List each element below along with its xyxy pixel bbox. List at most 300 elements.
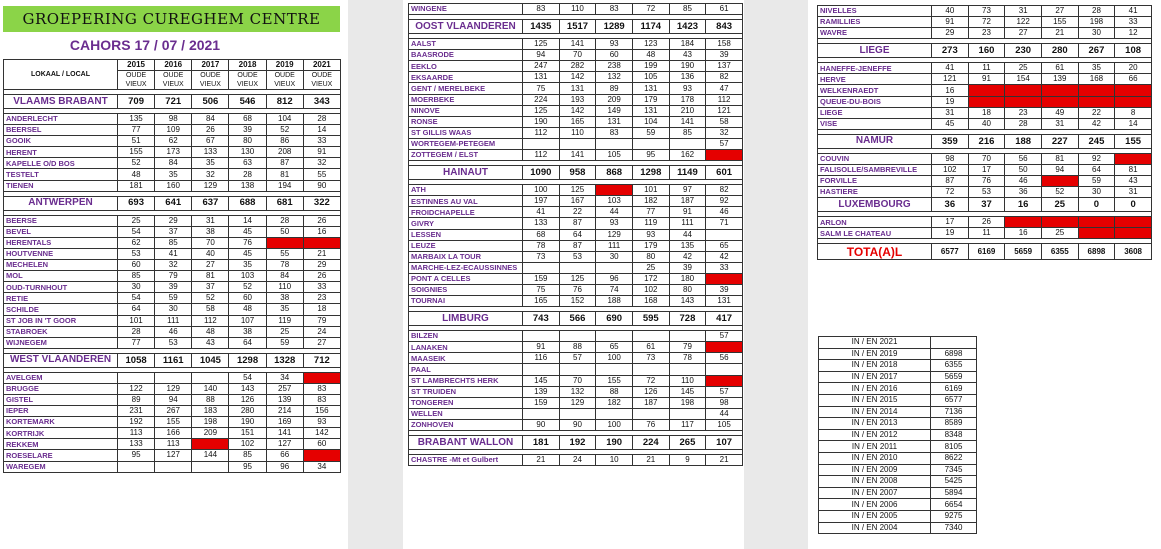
value-cell: 28 — [229, 169, 266, 180]
value-cell: 122 — [118, 383, 155, 394]
value-cell: 129 — [559, 397, 596, 408]
oude-vieux-label: OUDE VIEUX — [303, 71, 340, 90]
local-row — [409, 375, 743, 386]
value-cell: 958 — [559, 166, 596, 180]
value-cell: 95 — [632, 150, 669, 161]
value-cell: 108 — [1115, 44, 1152, 58]
value-cell: 64 — [118, 304, 155, 315]
province-row — [409, 436, 743, 450]
local-row — [4, 215, 341, 226]
no-data-cell — [1115, 85, 1152, 96]
value-cell: 25 — [266, 326, 303, 337]
value-cell: 95 — [229, 461, 266, 472]
value-cell: 67 — [192, 136, 229, 147]
value-cell: 10 — [596, 455, 633, 466]
local-name: PONT A CELLES — [409, 273, 523, 284]
value-cell: 133 — [523, 218, 560, 229]
oude-vieux-label: OUDE VIEUX — [155, 71, 192, 90]
value-cell: 62 — [118, 237, 155, 248]
local-row — [409, 196, 743, 207]
year-label: IN / EN 2021 — [819, 337, 931, 349]
value-cell: 65 — [596, 342, 633, 353]
value-cell: 37 — [192, 282, 229, 293]
value-cell: 78 — [266, 260, 303, 271]
value-cell: 54 — [229, 372, 266, 383]
value-cell: 93 — [669, 83, 706, 94]
province-row — [4, 196, 341, 210]
yearly-total-row — [819, 418, 977, 430]
value-cell: 1090 — [523, 166, 560, 180]
local-row — [409, 138, 743, 149]
value-cell: 74 — [596, 284, 633, 295]
value-cell: 83 — [303, 383, 340, 394]
value-cell: 122 — [1005, 17, 1042, 28]
no-data-cell — [1115, 217, 1152, 228]
value-cell: 111 — [155, 315, 192, 326]
value-cell: 125 — [523, 39, 560, 50]
local-name: KORTRIJK — [4, 428, 118, 439]
value-cell: 6577 — [932, 244, 969, 260]
local-row — [4, 260, 341, 271]
value-cell: 54 — [118, 293, 155, 304]
results-table — [3, 59, 341, 473]
value-cell: 58 — [192, 304, 229, 315]
value-cell: 273 — [932, 44, 969, 58]
value-cell: 81 — [266, 169, 303, 180]
local-name: HERENTALS — [4, 237, 118, 248]
value-cell: 135 — [669, 240, 706, 251]
no-data-cell — [1041, 85, 1078, 96]
local-name: HERENT — [4, 147, 118, 158]
value-cell: 77 — [118, 125, 155, 136]
value-cell: 66 — [1115, 74, 1152, 85]
value-cell: 42 — [669, 251, 706, 262]
value-cell: 28 — [118, 326, 155, 337]
value-cell: 38 — [266, 293, 303, 304]
year-label: IN / EN 2008 — [819, 476, 931, 488]
value-cell: 61 — [706, 4, 743, 15]
value-cell: 77 — [632, 207, 669, 218]
local-name: WAREGEM — [4, 461, 118, 472]
value-cell: 102 — [932, 164, 969, 175]
value-cell — [632, 364, 669, 375]
value-cell: 182 — [596, 397, 633, 408]
value-cell: 165 — [523, 296, 560, 307]
value-cell — [559, 408, 596, 419]
value-cell: 95 — [118, 450, 155, 461]
value-cell: 112 — [706, 94, 743, 105]
value-cell — [596, 408, 633, 419]
value-cell: 33 — [1115, 17, 1152, 28]
value-cell: 45 — [932, 118, 969, 129]
yearly-total-row — [819, 394, 977, 406]
local-name: TESTELT — [4, 169, 118, 180]
value-cell: 160 — [155, 180, 192, 191]
value-cell: 105 — [596, 150, 633, 161]
local-name: WAVRE — [818, 28, 932, 39]
value-cell: 79 — [303, 315, 340, 326]
local-name: AALST — [409, 39, 523, 50]
value-cell: 60 — [118, 260, 155, 271]
province-row — [4, 95, 341, 109]
group-title-banner: GROEPERING CUREGHEM CENTRE — [3, 6, 340, 32]
value-cell: 35 — [266, 304, 303, 315]
local-row — [409, 150, 743, 161]
local-name: ESTINNES AU VAL — [409, 196, 523, 207]
value-cell: 26 — [303, 271, 340, 282]
value-cell: 42 — [706, 251, 743, 262]
year-total: 7340 — [931, 522, 977, 534]
value-cell: 40 — [192, 248, 229, 259]
local-row — [4, 169, 341, 180]
province-name: HAINAUT — [409, 166, 523, 180]
yearly-total-row — [819, 476, 977, 488]
value-cell: 107 — [706, 436, 743, 450]
local-name: REKKEM — [4, 439, 118, 450]
value-cell: 81 — [192, 271, 229, 282]
year-total: 6898 — [931, 348, 977, 360]
value-cell: 145 — [523, 375, 560, 386]
value-cell: 6898 — [1078, 244, 1115, 260]
value-cell: 78 — [523, 240, 560, 251]
yearly-total-row — [819, 441, 977, 453]
local-row — [4, 248, 341, 259]
local-row — [4, 461, 341, 472]
value-cell: 17 — [968, 164, 1005, 175]
local-name: GISTEL — [4, 394, 118, 405]
value-cell: 53 — [968, 187, 1005, 198]
value-cell: 141 — [669, 116, 706, 127]
value-cell — [669, 331, 706, 342]
value-cell: 144 — [192, 450, 229, 461]
value-cell: 87 — [932, 176, 969, 187]
value-cell: 27 — [192, 260, 229, 271]
value-cell: 187 — [632, 397, 669, 408]
local-row — [4, 383, 341, 394]
year-label: IN / EN 2012 — [819, 429, 931, 441]
value-cell: 31 — [1005, 6, 1042, 17]
province-row — [818, 134, 1152, 148]
oude-vieux-label: OUDE VIEUX — [192, 71, 229, 90]
value-cell: 36 — [1005, 187, 1042, 198]
local-row — [818, 74, 1152, 85]
local-row — [818, 96, 1152, 107]
value-cell: 681 — [266, 196, 303, 210]
value-cell: 21 — [632, 455, 669, 466]
value-cell: 187 — [669, 196, 706, 207]
no-data-cell — [1005, 217, 1042, 228]
local-row — [409, 83, 743, 94]
value-cell: 33 — [303, 282, 340, 293]
province-name: ANTWERPEN — [4, 196, 118, 210]
value-cell: 129 — [596, 229, 633, 240]
value-cell: 113 — [155, 439, 192, 450]
value-cell: 125 — [559, 273, 596, 284]
value-cell: 209 — [596, 94, 633, 105]
value-cell: 72 — [932, 187, 969, 198]
value-cell: 80 — [229, 136, 266, 147]
province-row — [409, 166, 743, 180]
page-2 — [403, 0, 744, 549]
value-cell: 98 — [932, 153, 969, 164]
value-cell: 102 — [632, 284, 669, 295]
local-row — [818, 217, 1152, 228]
year-label: IN / EN 2005 — [819, 510, 931, 522]
value-cell: 23 — [1005, 107, 1042, 118]
local-name: MECHELEN — [4, 260, 118, 271]
local-name: CHASTRE -Mt et Gulbert — [409, 455, 523, 466]
value-cell: 57 — [706, 331, 743, 342]
local-row — [4, 406, 341, 417]
value-cell — [192, 461, 229, 472]
value-cell: 27 — [303, 337, 340, 348]
local-row — [409, 386, 743, 397]
value-cell: 162 — [669, 150, 706, 161]
value-cell: 5659 — [1005, 244, 1042, 260]
value-cell: 131 — [632, 83, 669, 94]
value-cell — [118, 461, 155, 472]
province-row — [409, 20, 743, 34]
value-cell: 35 — [155, 169, 192, 180]
value-cell: 52 — [266, 125, 303, 136]
province-row — [818, 198, 1152, 212]
value-cell: 247 — [523, 61, 560, 72]
value-cell: 743 — [523, 312, 560, 326]
value-cell — [523, 262, 560, 273]
value-cell: 34 — [303, 461, 340, 472]
value-cell: 40 — [968, 118, 1005, 129]
value-cell: 92 — [1078, 153, 1115, 164]
value-cell: 119 — [632, 218, 669, 229]
value-cell: 87 — [559, 218, 596, 229]
local-row — [4, 147, 341, 158]
value-cell: 690 — [596, 312, 633, 326]
value-cell: 101 — [632, 185, 669, 196]
value-cell: 57 — [706, 138, 743, 149]
value-cell: 19 — [932, 228, 969, 239]
value-cell: 30 — [118, 282, 155, 293]
value-cell: 25 — [1041, 198, 1078, 212]
value-cell: 76 — [632, 419, 669, 430]
local-name: ANDERLECHT — [4, 114, 118, 125]
value-cell: 32 — [706, 127, 743, 138]
local-name: TONGEREN — [409, 397, 523, 408]
value-cell: 131 — [523, 72, 560, 83]
value-cell: 135 — [118, 114, 155, 125]
value-cell: 267 — [155, 406, 192, 417]
value-cell: 86 — [266, 136, 303, 147]
value-cell: 89 — [118, 394, 155, 405]
year-total: 6355 — [931, 360, 977, 372]
value-cell: 190 — [523, 116, 560, 127]
value-cell: 75 — [523, 284, 560, 295]
local-name: ARLON — [818, 217, 932, 228]
value-cell: 149 — [596, 105, 633, 116]
value-cell: 85 — [229, 450, 266, 461]
value-cell: 41 — [932, 63, 969, 74]
total-label: TOTA(A)L — [818, 244, 932, 260]
oude-vieux-label: OUDE VIEUX — [266, 71, 303, 90]
value-cell: 32 — [155, 260, 192, 271]
value-cell — [155, 461, 192, 472]
value-cell: 80 — [669, 284, 706, 295]
value-cell: 98 — [155, 114, 192, 125]
value-cell: 28 — [266, 215, 303, 226]
value-cell: 89 — [596, 83, 633, 94]
local-name: OUD-TURNHOUT — [4, 282, 118, 293]
value-cell — [523, 364, 560, 375]
value-cell: 110 — [669, 375, 706, 386]
value-cell: 130 — [229, 147, 266, 158]
value-cell: 98 — [706, 397, 743, 408]
value-cell: 155 — [118, 147, 155, 158]
value-cell — [523, 331, 560, 342]
local-row — [409, 240, 743, 251]
event-subtitle: CAHORS 17 / 07 / 2021 — [69, 37, 221, 53]
local-row — [409, 296, 743, 307]
value-cell: 52 — [1041, 187, 1078, 198]
year-total: 8589 — [931, 418, 977, 430]
value-cell: 112 — [192, 315, 229, 326]
value-cell: 93 — [632, 229, 669, 240]
value-cell: 209 — [192, 428, 229, 439]
year-header: 2018 — [229, 60, 266, 71]
value-cell: 601 — [706, 166, 743, 180]
value-cell: 94 — [155, 394, 192, 405]
value-cell: 50 — [266, 226, 303, 237]
value-cell: 142 — [303, 428, 340, 439]
value-cell: 116 — [523, 353, 560, 364]
local-row — [4, 125, 341, 136]
no-data-cell — [596, 185, 633, 196]
value-cell: 25 — [632, 262, 669, 273]
local-name: WINGENE — [409, 4, 523, 15]
value-cell: 90 — [303, 180, 340, 191]
value-cell — [559, 138, 596, 149]
value-cell — [596, 138, 633, 149]
local-name: IEPER — [4, 406, 118, 417]
value-cell: 131 — [559, 83, 596, 94]
value-cell: 53 — [559, 251, 596, 262]
local-row — [409, 127, 743, 138]
value-cell: 145 — [669, 386, 706, 397]
local-name: GOOIK — [4, 136, 118, 147]
value-cell — [559, 331, 596, 342]
value-cell: 6169 — [968, 244, 1005, 260]
value-cell: 641 — [155, 196, 192, 210]
value-cell: 141 — [559, 150, 596, 161]
value-cell: 139 — [266, 394, 303, 405]
value-cell: 168 — [632, 296, 669, 307]
value-cell: 33 — [303, 136, 340, 147]
value-cell: 190 — [229, 417, 266, 428]
local-row — [818, 63, 1152, 74]
local-row — [409, 105, 743, 116]
value-cell: 112 — [523, 127, 560, 138]
value-cell: 227 — [1041, 134, 1078, 148]
no-data-cell — [303, 450, 340, 461]
value-cell: 192 — [559, 436, 596, 450]
province-name: LIMBURG — [409, 312, 523, 326]
value-cell: 41 — [155, 248, 192, 259]
value-cell: 112 — [523, 150, 560, 161]
local-name: HERVE — [818, 74, 932, 85]
value-cell: 167 — [559, 196, 596, 207]
value-cell: 91 — [303, 147, 340, 158]
local-name: ROESELARE — [4, 450, 118, 461]
yearly-total-row — [819, 522, 977, 534]
value-cell: 35 — [229, 260, 266, 271]
value-cell: 25 — [1041, 228, 1078, 239]
local-name: MARBAIX LA TOUR — [409, 251, 523, 262]
value-cell: 133 — [118, 439, 155, 450]
value-cell: 139 — [1041, 74, 1078, 85]
value-cell: 190 — [596, 436, 633, 450]
value-cell: 76 — [968, 176, 1005, 187]
no-data-cell — [1115, 96, 1152, 107]
value-cell: 30 — [1078, 187, 1115, 198]
value-cell: 17 — [932, 217, 969, 228]
local-name: RAMILLIES — [818, 17, 932, 28]
local-name: KAPELLE O/D BOS — [4, 158, 118, 169]
value-cell: 51 — [118, 136, 155, 147]
value-cell: 70 — [559, 50, 596, 61]
yearly-total-row — [819, 510, 977, 522]
value-cell: 100 — [523, 185, 560, 196]
value-cell: 208 — [266, 147, 303, 158]
local-name: QUEUE-DU-BOIS — [818, 96, 932, 107]
local-row — [409, 331, 743, 342]
yearly-total-row — [819, 371, 977, 383]
local-row — [409, 218, 743, 229]
year-total: 5425 — [931, 476, 977, 488]
value-cell: 29 — [303, 260, 340, 271]
value-cell: 44 — [596, 207, 633, 218]
year-label: IN / EN 2007 — [819, 487, 931, 499]
local-row — [818, 6, 1152, 17]
value-cell — [669, 408, 706, 419]
value-cell: 39 — [706, 284, 743, 295]
value-cell: 28 — [1078, 6, 1115, 17]
value-cell: 868 — [596, 166, 633, 180]
local-row — [409, 455, 743, 466]
value-cell: 52 — [192, 293, 229, 304]
value-cell: 155 — [155, 417, 192, 428]
value-cell: 111 — [596, 240, 633, 251]
value-cell: 55 — [303, 169, 340, 180]
value-cell: 90 — [559, 419, 596, 430]
value-cell: 119 — [266, 315, 303, 326]
value-cell: 55 — [266, 248, 303, 259]
value-cell: 60 — [596, 50, 633, 61]
value-cell: 70 — [192, 237, 229, 248]
local-name: FALISOLLE/SAMBREVILLE — [818, 164, 932, 175]
local-row — [409, 185, 743, 196]
value-cell: 72 — [632, 4, 669, 15]
value-cell: 31 — [1115, 187, 1152, 198]
value-cell: 39 — [706, 50, 743, 61]
value-cell: 92 — [706, 196, 743, 207]
value-cell: 39 — [669, 262, 706, 273]
value-cell: 322 — [303, 196, 340, 210]
yearly-total-row — [819, 452, 977, 464]
value-cell: 121 — [706, 105, 743, 116]
value-cell: 280 — [229, 406, 266, 417]
value-cell: 59 — [632, 127, 669, 138]
value-cell: 50 — [1005, 164, 1042, 175]
value-cell: 59 — [266, 337, 303, 348]
value-cell: 105 — [706, 419, 743, 430]
